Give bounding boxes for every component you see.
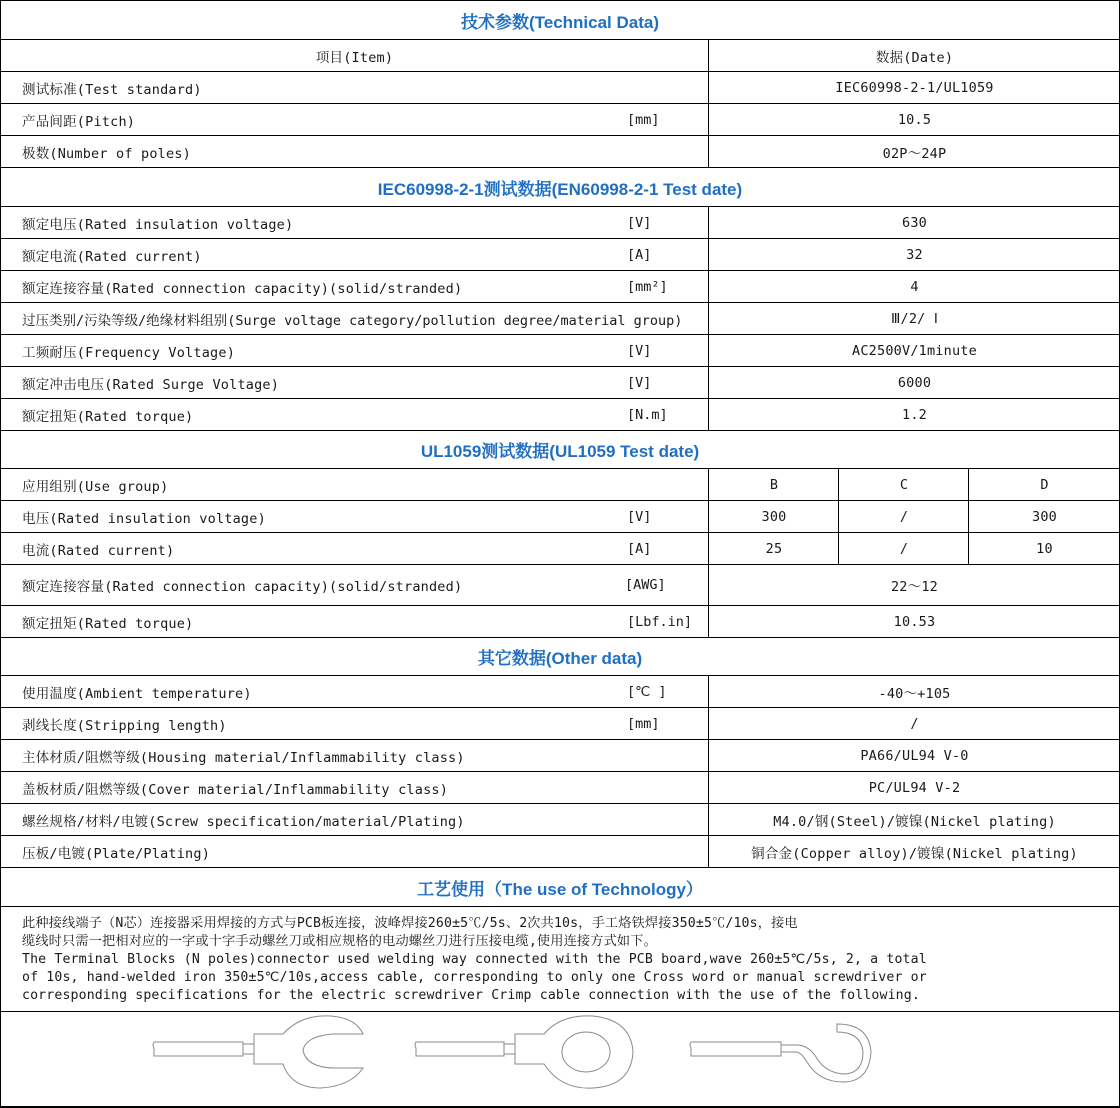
value-c: / — [838, 501, 969, 532]
row-value: PA66/UL94 V-0 — [708, 740, 1120, 771]
table-row — [1, 334, 1119, 366]
row-value: 22～12 — [708, 565, 1120, 605]
section-iec-test-data — [1, 167, 1119, 206]
table-row — [1, 564, 1119, 605]
fork-terminal-icon — [153, 1016, 363, 1088]
description-line: of 10s, hand-welded iron 350±5℃/10s,access cable, corresponding to only one Cross word or manual screwdriver or — [22, 970, 927, 985]
row-label: 应用组别(Use group) — [22, 478, 169, 495]
data-header: 数据(Date) — [708, 40, 1120, 71]
table-header-row — [1, 39, 1119, 71]
row-label: 测试标准(Test standard) — [22, 81, 202, 98]
hook-terminal-icon — [690, 1024, 871, 1082]
row-label: 额定扭矩(Rated torque) — [22, 408, 194, 425]
group-d: D — [968, 469, 1120, 500]
row-unit: [℃ ] — [627, 683, 667, 700]
row-value: 10.5 — [708, 104, 1120, 135]
row-unit: [N.m] — [627, 406, 668, 423]
row-unit: [mm] — [627, 715, 660, 732]
row-unit: [V] — [627, 214, 652, 231]
row-unit: [V] — [627, 342, 652, 359]
row-value: 4 — [708, 271, 1120, 302]
table-row — [1, 366, 1119, 398]
row-value: 6000 — [708, 367, 1120, 398]
row-value: 02P～24P — [708, 136, 1120, 167]
row-unit: [A] — [627, 540, 652, 557]
description-paragraph — [22, 915, 1109, 1005]
row-label: 盖板材质/阻燃等级(Cover material/Inflammability class) — [22, 781, 449, 798]
row-value: Ⅲ/2/ Ⅰ — [708, 303, 1120, 334]
value-b: 25 — [708, 533, 839, 564]
row-label: 电压(Rated insulation voltage) — [22, 510, 266, 527]
connection-diagrams — [1, 1011, 1119, 1106]
row-value: 10.53 — [708, 606, 1120, 637]
ring-terminal-icon — [415, 1016, 633, 1088]
row-label: 额定连接容量(Rated connection capacity)(solid/stranded) — [22, 280, 463, 297]
row-value: / — [708, 708, 1120, 739]
row-label: 额定扭矩(Rated torque) — [22, 615, 194, 632]
section-title: 技术参数(Technical Data) — [460, 12, 660, 32]
table-row — [1, 135, 1119, 167]
row-value: PC/UL94 V-2 — [708, 772, 1120, 803]
table-row — [1, 71, 1119, 103]
section-title: 工艺使用（The use of Technology） — [417, 879, 703, 899]
row-value: 1.2 — [708, 399, 1120, 430]
row-value: AC2500V/1minute — [708, 335, 1120, 366]
row-value: 铜合金(Copper alloy)/镀镍(Nickel plating) — [708, 836, 1120, 867]
table-row — [1, 468, 1119, 500]
table-row — [1, 532, 1119, 564]
value-b: 300 — [708, 501, 839, 532]
table-row — [1, 803, 1119, 835]
section-technical-data — [1, 1, 1119, 39]
section-use-of-technology — [1, 867, 1119, 906]
item-header: 项目(Item) — [315, 49, 394, 66]
table-row — [1, 707, 1119, 739]
row-value: -40～+105 — [708, 676, 1120, 707]
section-ul-test-data — [1, 430, 1119, 468]
row-label: 电流(Rated current) — [22, 542, 175, 559]
description-line: corresponding specifications for the electric screwdriver Crimp cable connection with the use of the following. — [22, 988, 920, 1003]
value-c: / — [838, 533, 969, 564]
row-label: 压板/电镀(Plate/Plating) — [22, 845, 211, 862]
description-line: 此种接线端子（N芯）连接器采用焊接的方式与PCB板连接，波峰焊接260±5℃/5s、2次共10s，手工烙铁焊接350±5℃/10s，接电 — [22, 916, 798, 931]
row-value: IEC60998-2-1/UL1059 — [708, 72, 1120, 103]
row-label: 主体材质/阻燃等级(Housing material/Inflammability class) — [22, 749, 465, 766]
row-label: 额定连接容量(Rated connection capacity)(solid/stranded) — [22, 579, 463, 595]
row-label: 额定电压(Rated insulation voltage) — [22, 216, 294, 233]
row-label: 额定电流(Rated current) — [22, 248, 202, 265]
description-line: The Terminal Blocks (N poles)connector used welding way connected with the PCB board,wave 260±5℃/5s, 2, a total — [22, 952, 927, 967]
section-other-data — [1, 637, 1119, 675]
row-unit: [V] — [627, 374, 652, 391]
table-row — [1, 605, 1119, 637]
table-row — [1, 771, 1119, 803]
section-title: IEC60998-2-1测试数据(EN60998-2-1 Test date) — [377, 179, 743, 199]
row-unit: [mm] — [627, 111, 660, 128]
table-row — [1, 835, 1119, 867]
value-d: 10 — [968, 533, 1120, 564]
table-row — [1, 398, 1119, 430]
row-unit: [A] — [627, 246, 652, 263]
row-unit: [mm²] — [627, 278, 668, 295]
row-value: M4.0/钢(Steel)/镀镍(Nickel plating) — [708, 804, 1120, 835]
row-label: 工频耐压(Frequency Voltage) — [22, 344, 236, 361]
table-row — [1, 270, 1119, 302]
table-row — [1, 500, 1119, 532]
row-value: 32 — [708, 239, 1120, 270]
row-label: 剥线长度(Stripping length) — [22, 717, 227, 734]
technology-description — [1, 906, 1119, 1011]
group-c: C — [838, 469, 969, 500]
table-row — [1, 238, 1119, 270]
row-label: 极数(Number of poles) — [22, 145, 191, 162]
row-unit: [V] — [627, 508, 652, 525]
table-row — [1, 675, 1119, 707]
section-title: UL1059测试数据(UL1059 Test date) — [420, 442, 700, 461]
table-row — [1, 302, 1119, 334]
row-value: 630 — [708, 207, 1120, 238]
row-label: 产品间距(Pitch) — [22, 113, 136, 130]
row-label: 使用温度(Ambient temperature) — [22, 685, 252, 702]
section-title: 其它数据(Other data) — [477, 649, 643, 668]
terminal-diagrams — [1, 1012, 1119, 1107]
table-row — [1, 739, 1119, 771]
row-unit: [Lbf.in] — [627, 613, 693, 630]
table-row — [1, 103, 1119, 135]
row-unit: [AWG] — [625, 577, 666, 593]
table-row — [1, 206, 1119, 238]
value-d: 300 — [968, 501, 1120, 532]
row-label: 额定冲击电压(Rated Surge Voltage) — [22, 376, 280, 393]
description-line: 缆线时只需一把相对应的一字或十字手动螺丝刀或相应规格的电动螺丝刀进行压接电缆,使用连接方式如下。 — [22, 934, 657, 949]
group-b: B — [708, 469, 839, 500]
row-label: 过压类别/污染等级/绝缘材料组别(Surge voltage category/pollution degree/material group) — [22, 312, 683, 329]
row-label: 螺丝规格/材料/电镀(Screw specification/material/Plating) — [22, 813, 465, 830]
